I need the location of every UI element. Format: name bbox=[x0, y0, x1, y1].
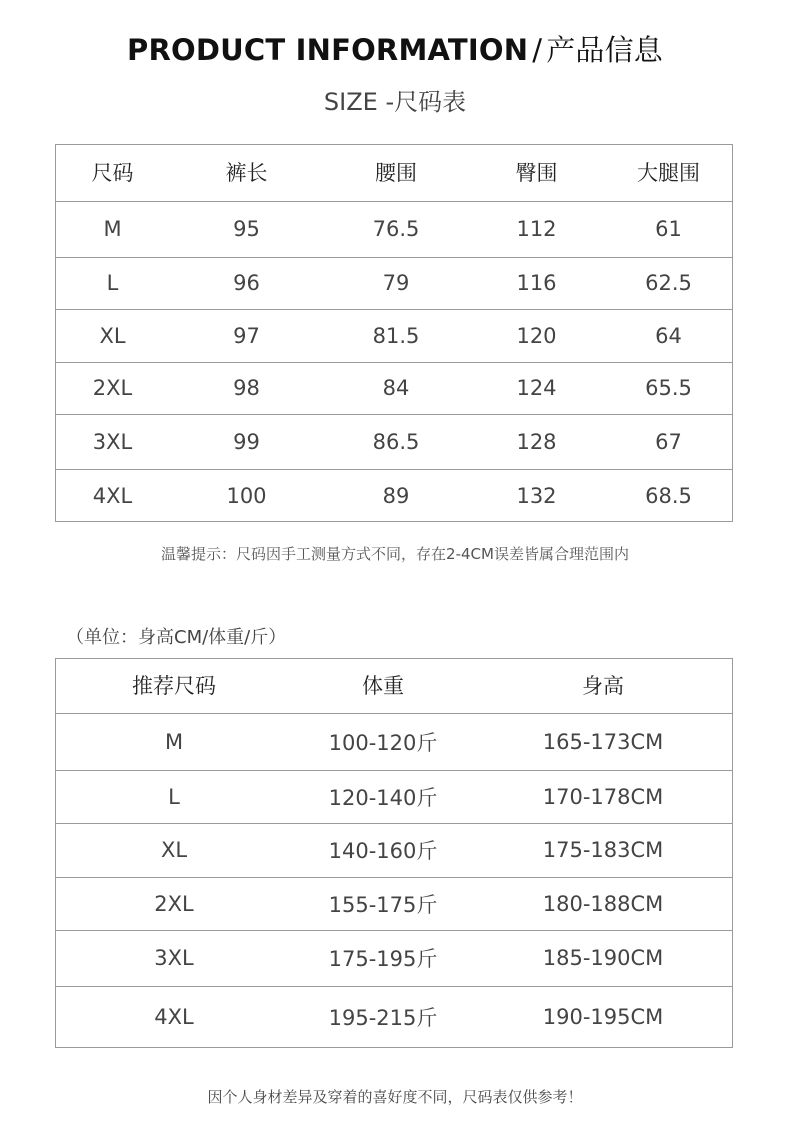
cell-size: L bbox=[55, 770, 293, 823]
cell-size: 4XL bbox=[154, 1004, 194, 1029]
cell-thigh: 65.5 bbox=[604, 362, 733, 414]
cell-waist: 84 bbox=[323, 362, 469, 414]
cell-hip: 128 bbox=[469, 414, 604, 469]
cell-pants-length: 96 bbox=[170, 257, 323, 309]
title-english: PRODUCT INFORMATION bbox=[126, 33, 529, 67]
recommend-table-header-row bbox=[55, 658, 733, 713]
header-hip: 臀围 bbox=[469, 144, 604, 201]
title-chinese: 产品信息 bbox=[546, 33, 664, 67]
table-row bbox=[55, 469, 733, 522]
unit-label: （单位：身高CM/体重/斤） bbox=[66, 627, 287, 648]
cell-height: 175-183CM bbox=[473, 823, 733, 877]
header-recommended-size: 推荐尺码 bbox=[55, 658, 293, 713]
cell-size: 3XL bbox=[55, 414, 170, 469]
page-title bbox=[0, 28, 790, 69]
size-tip-note: 温馨提示：尺码因手工测量方式不同，存在2-4CM误差皆属合理范围内 bbox=[161, 545, 629, 563]
table-row bbox=[55, 877, 733, 930]
cell-size: 3XL bbox=[55, 930, 293, 986]
cell-waist: 79 bbox=[323, 257, 469, 309]
table-row bbox=[55, 770, 733, 823]
cell-height: 165-173CM bbox=[473, 713, 733, 770]
cell-weight: 155-175斤 bbox=[293, 877, 473, 930]
cell-size: 4XL bbox=[92, 483, 133, 508]
cell-thigh: 61 bbox=[604, 201, 733, 257]
cell-size: 2XL bbox=[55, 877, 293, 930]
size-table bbox=[55, 144, 733, 522]
cell-thigh: 62.5 bbox=[604, 257, 733, 309]
table-row bbox=[55, 362, 733, 414]
cell-height: 190-195CM bbox=[542, 1004, 664, 1029]
cell-weight: 175-195斤 bbox=[293, 930, 473, 986]
size-table-header-row bbox=[55, 144, 733, 201]
header-weight: 体重 bbox=[293, 658, 473, 713]
cell-pants-length: 98 bbox=[170, 362, 323, 414]
cell-height: 180-188CM bbox=[473, 877, 733, 930]
header-size: 尺码 bbox=[55, 144, 170, 201]
header-waist: 腰围 bbox=[323, 144, 469, 201]
cell-hip: 124 bbox=[469, 362, 604, 414]
cell-waist: 86.5 bbox=[323, 414, 469, 469]
cell-waist: 89 bbox=[382, 483, 410, 508]
cell-thigh: 64 bbox=[604, 309, 733, 362]
cell-waist: 81.5 bbox=[323, 309, 469, 362]
cell-size: 2XL bbox=[55, 362, 170, 414]
header-pants-length: 裤长 bbox=[170, 144, 323, 201]
table-row bbox=[55, 201, 733, 257]
cell-pants-length: 97 bbox=[170, 309, 323, 362]
cell-pants-length: 95 bbox=[170, 201, 323, 257]
header-thigh: 大腿围 bbox=[604, 144, 733, 201]
cell-size: M bbox=[55, 713, 293, 770]
table-row bbox=[55, 257, 733, 309]
table-row bbox=[55, 713, 733, 770]
cell-weight: 195-215斤 bbox=[328, 1005, 438, 1030]
cell-pants-length: 99 bbox=[170, 414, 323, 469]
cell-height: 185-190CM bbox=[473, 930, 733, 986]
table-row bbox=[55, 930, 733, 986]
table-row bbox=[55, 414, 733, 469]
cell-pants-length: 100 bbox=[226, 483, 267, 508]
cell-size: XL bbox=[55, 823, 293, 877]
footer-note: 因个人身材差异及穿着的喜好度不同，尺码表仅供参考！ bbox=[207, 1088, 583, 1106]
cell-weight: 100-120斤 bbox=[293, 713, 473, 770]
cell-thigh: 67 bbox=[604, 414, 733, 469]
cell-waist: 76.5 bbox=[323, 201, 469, 257]
cell-size: XL bbox=[55, 309, 170, 362]
table-row bbox=[55, 309, 733, 362]
cell-size: M bbox=[55, 201, 170, 257]
cell-hip: 112 bbox=[469, 201, 604, 257]
table-row bbox=[55, 986, 733, 1047]
recommend-size-table bbox=[55, 658, 733, 1047]
page-subtitle: SIZE -尺码表 bbox=[323, 88, 467, 116]
header-height: 身高 bbox=[473, 658, 733, 713]
cell-thigh: 68.5 bbox=[645, 483, 692, 508]
cell-hip: 116 bbox=[469, 257, 604, 309]
cell-size: L bbox=[55, 257, 170, 309]
table-row bbox=[55, 823, 733, 877]
title-separator: / bbox=[532, 33, 543, 67]
cell-weight: 140-160斤 bbox=[293, 823, 473, 877]
cell-hip: 120 bbox=[469, 309, 604, 362]
cell-weight: 120-140斤 bbox=[293, 770, 473, 823]
cell-hip: 132 bbox=[516, 483, 557, 508]
cell-height: 170-178CM bbox=[473, 770, 733, 823]
